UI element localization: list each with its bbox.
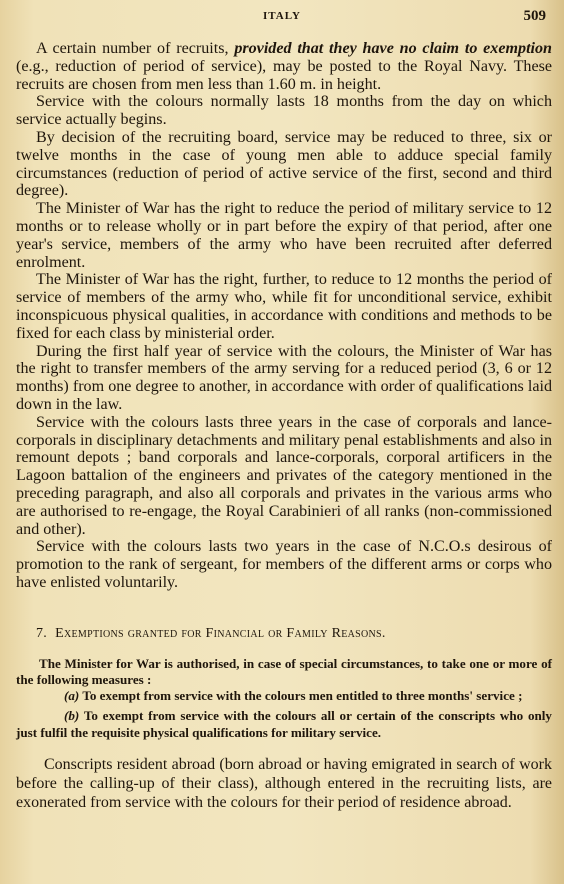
section-measures (16, 656, 552, 741)
page-body (16, 40, 552, 812)
running-title: ITALY (262, 10, 302, 22)
paragraph: The Minister of War has the right to reduce the period of military service to 12 months or to release wholly or in part before the expiry of that period, after one year's service, members of the army who have been recruited after deferred enrolment. (16, 200, 552, 271)
paragraph: Conscripts resident abroad (born abroad or having emigrated in search of work before the calling-up of their class), although entered in the recruiting lists, are exonerated from service with the colours for their period of residence abroad. (16, 755, 552, 811)
page-header (0, 8, 564, 28)
measure-item: (b) To exempt from service with the colours all or certain of the conscripts who only just fulfil the requisite physical qualifications for military service. (16, 708, 552, 740)
paragraph: A certain number of recruits, provided that they have no claim to exemption (e.g., reduction of period of service), may be posted to the Royal Navy. These recruits are chosen from men less than 1.60 m. in height. (16, 40, 553, 93)
section-title: Exemptions granted for Financial or Family Reasons. (55, 625, 386, 641)
measure-item: (a) To exempt from service with the colours men entitled to three months' service ; (64, 688, 523, 704)
paragraph: By decision of the recruiting board, service may be reduced to three, six or twelve months in the case of young men able to adduce special family circumstances (reduction of period of active service of the first, second and third degree). (16, 128, 552, 200)
page-number: 509 (523, 8, 546, 24)
paragraph: Service with the colours lasts two years in the case of N.C.O.s desirous of promotion to the rank of sergeant, for members of the different arms or corps who have enlisted voluntarily. (16, 538, 552, 591)
main-text (16, 40, 552, 592)
closing-text (16, 755, 552, 812)
paragraph: During the first half year of service with the colours, the Minister of War has the right to transfer members of the army serving for a reduced period (3, 6 or 12 months) from one degree to another, in accordance with order of qualifications laid down in the law. (16, 342, 552, 413)
section-number: 7. (36, 625, 48, 641)
paragraph: Service with the colours lasts three years in the case of corporals and lance-corporals in disciplinary detachments and military penal establishments and also in remount depots ; band corporals and lance-corporals, corporal artificers in the Lagoon battalion of the engineers and privates of the category mentioned in the preceding paragraph, and also all corporals and privates in the various arms who are authorised to re-engage, the Royal Carabinieri of all ranks (non-commissioned and other). (16, 413, 552, 538)
paragraph: The Minister of War has the right, further, to reduce to 12 months the period of service of members of the army who, while fit for unconditional service, exhibit inconspicuous physical qualities, in accordance with conditions and methods to be fixed for each class by ministerial order. (16, 271, 552, 342)
section-heading (16, 625, 552, 643)
measures-intro: The Minister for War is authorised, in case of special circumstances, to take one or more of the following measures : (16, 655, 552, 687)
emphasis: provided that they have no claim to exemption (234, 40, 553, 57)
paragraph: Service with the colours normally lasts 18 months from the day on which service actually begins. (16, 93, 552, 129)
